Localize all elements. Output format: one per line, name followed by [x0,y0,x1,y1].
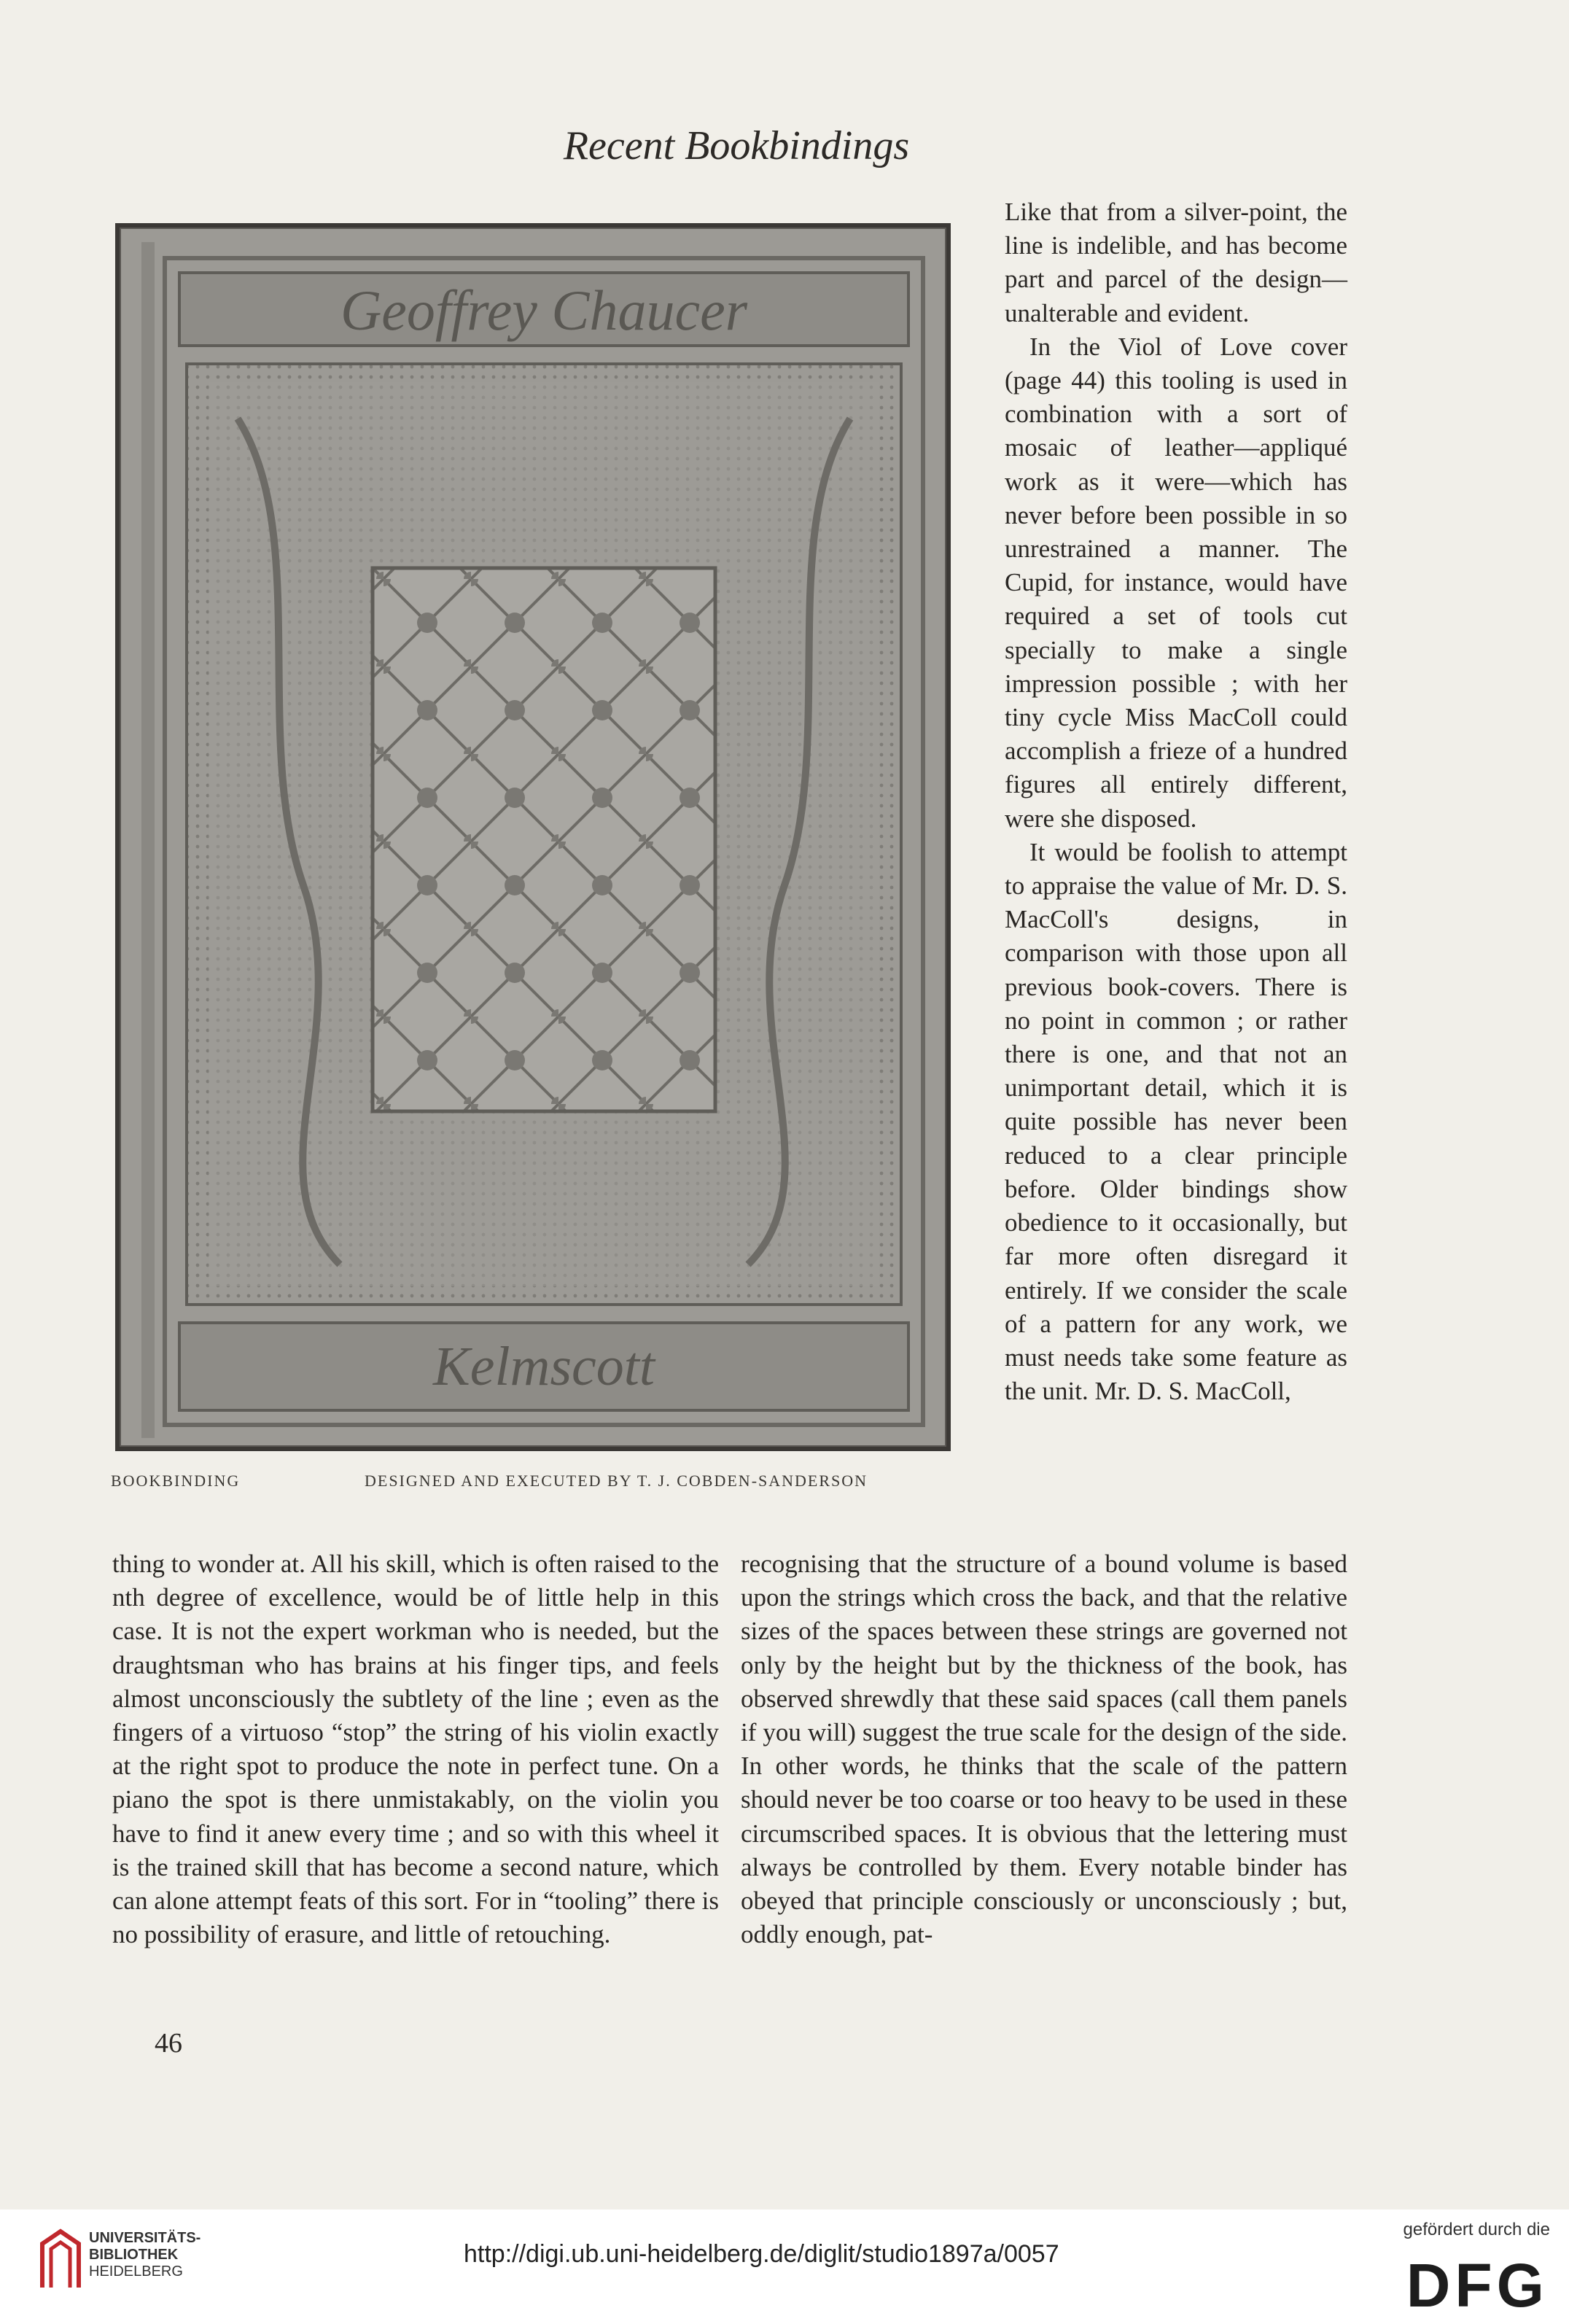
library-name-line: HEIDELBERG [89,2263,183,2280]
bookbinding-plate [115,223,951,1451]
funded-by-label: gefördert durch die [1403,2220,1550,2239]
paragraph: In the Viol of Love cover (page 44) this tooling is used in combination with a sort of mosaic of leather—appliqué work as it were—which has never before been possible in so unrestrained a manner. The Cupid, for instance, would have required a set of tools cut specially to make a single impression possible ; with her tiny cycle Miss MacColl could accomplish a frieze of a hundred figures all entirely different, were she disposed. [1005,332,1347,833]
figure-caption-label: BOOKBINDING [111,1472,241,1490]
funder-logo: DFG [1406,2251,1549,2320]
paragraph: Like that from a silver-point, the line is indelible, and has become part and parcel of the design—unalterable and evident. [1005,198,1347,327]
library-name [89,2230,200,2280]
book-cover-image [120,228,946,1447]
paragraph: thing to wonder at. All his skill, which is often raised to the nth degree of excellence, would be of little help in this case. It is not the expert workman who is needed, but the draughtsman who has brains at his finger tips, and feels almost unconsciously the subtlety of the line ; even as the fingers of a virtuoso “stop” the string of his violin exactly at the right spot to produce the note in perfect tune. On a piano the spot is there unmistakably, on the violin you have to find it anew every time ; and so with this wheel it is the trained skill that has become a second nature, which can alone attempt feats of this sort. For in “tooling” there is no possibility of erasure, and little of retouching. [112,1550,720,1949]
page-number: 46 [155,2028,182,2059]
figure-caption-credit: DESIGNED AND EXECUTED BY T. J. COBDEN-SANDERSON [365,1472,868,1490]
library-logo-icon [35,2226,86,2291]
library-name-line: BIBLIOTHEK [89,2247,179,2263]
bottom-right-column [741,1547,1347,1951]
permalink-url[interactable]: http://digi.ub.uni-heidelberg.de/diglit/studio1897a/0057 [464,2240,1059,2268]
running-head: Recent Bookbindings [563,123,910,168]
bottom-left-column [112,1547,719,1951]
library-name-line: UNIVERSITÄTS- [89,2230,201,2246]
right-column-text [1005,195,1347,1408]
cover-title-lettering: Geoffrey Chaucer [340,279,748,342]
paragraph: It would be foolish to attempt to appraise the value of Mr. D. S. MacColl's designs, in comparison with those upon all previous book-covers. There is no point in common ; or rather there is one, and that not an unimportant detail, which it is quite possible has never been reduced to a clear principle before. Older bindings show obedience to it occasionally, but far more often disregard it entirely. If we consider the scale of a pattern for any work, we must needs take some feature as the unit. Mr. D. S. MacColl, [1005,837,1347,1406]
cover-imprint-lettering: Kelmscott [433,1336,655,1397]
cover-illustration [121,229,945,1445]
digitization-footer [0,2210,1569,2324]
paragraph: recognising that the structure of a bound volume is based upon the strings which cross the back, and that the relative sizes of the spaces between these strings are governed not only by the height but by the thickness of the book, has observed shrewdly that these said spaces (call them panels if you will) suggest the true scale for the design of the side. In other words, he thinks that the scale of the pattern should never be too coarse or too heavy to be used in these circumscribed spaces. It is obvious that the lettering must always be controlled by them. Every notable binder has obeyed that principle consciously or unconsciously ; but, oddly enough, pat- [741,1550,1347,1949]
